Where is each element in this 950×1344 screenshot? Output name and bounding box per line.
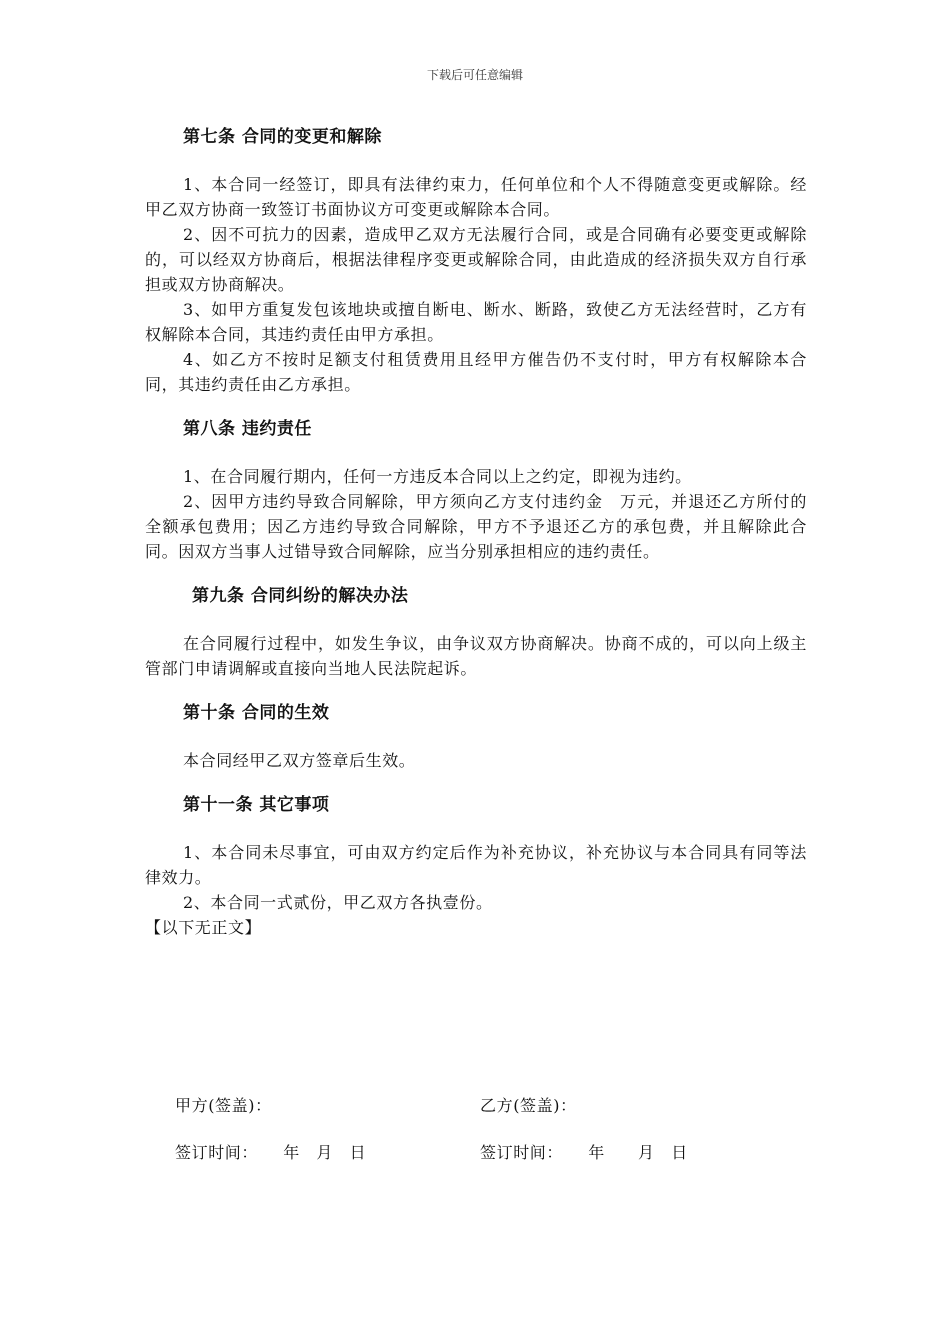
- party-b-sign-date: 签订时间： 年 月 日: [480, 1143, 688, 1162]
- end-of-text-note: 【以下无正文】: [145, 918, 262, 937]
- paragraph: 在合同履行过程中，如发生争议，由争议双方协商解决。协商不成的，可以向上级主管部门申请调解或直接向当地人民法院起诉。: [145, 634, 807, 678]
- section-heading-9: 第九条 合同纠纷的解决办法: [192, 586, 409, 606]
- section-heading-7: 第七条 合同的变更和解除: [183, 127, 382, 147]
- paragraph: 3、如甲方重复发包该地块或擅自断电、断水、断路，致使乙方无法经营时，乙方有权解除本合同，其违约责任由甲方承担。: [145, 300, 807, 344]
- paragraph: 2、本合同一式贰份，甲乙双方各执壹份。: [183, 893, 493, 912]
- section-heading-10: 第十条 合同的生效: [183, 703, 330, 723]
- paragraph: 2、因甲方违约导致合同解除，甲方须向乙方支付违约金 万元，并退还乙方所付的全额承包费用；因乙方违约导致合同解除，甲方不予退还乙方的承包费，并且解除此合同。因双方当事人过错导致合同解除，应当分别承担相应的违约责任。: [145, 492, 807, 561]
- paragraph: 1、本合同一经签订，即具有法律约束力，任何单位和个人不得随意变更或解除。经甲乙双方协商一致签订书面协议方可变更或解除本合同。: [145, 175, 807, 219]
- page-header-note: 下载后可任意编辑: [426, 68, 523, 82]
- party-b-signature-label: 乙方(签盖)：: [480, 1096, 577, 1115]
- paragraph: 2、因不可抗力的因素，造成甲乙双方无法履行合同，或是合同确有必要变更或解除的，可以经双方协商后，根据法律程序变更或解除合同，由此造成的经济损失双方自行承担或双方协商解决。: [145, 225, 807, 294]
- paragraph: 本合同经甲乙双方签章后生效。: [183, 751, 416, 770]
- paragraph: 1、在合同履行期内，任何一方违反本合同以上之约定，即视为违约。: [183, 467, 692, 486]
- section-heading-8: 第八条 违约责任: [183, 419, 312, 439]
- paragraph: 4、如乙方不按时足额支付租赁费用且经甲方催告仍不支付时，甲方有权解除本合同，其违约责任由乙方承担。: [145, 350, 807, 394]
- section-heading-11: 第十一条 其它事项: [183, 795, 330, 815]
- party-a-sign-date: 签订时间： 年 月 日: [175, 1143, 367, 1162]
- paragraph: 1、本合同未尽事宜，可由双方约定后作为补充协议，补充协议与本合同具有同等法律效力。: [145, 843, 807, 887]
- document-body: [145, 124, 807, 940]
- party-a-signature-label: 甲方(签盖)：: [175, 1096, 272, 1115]
